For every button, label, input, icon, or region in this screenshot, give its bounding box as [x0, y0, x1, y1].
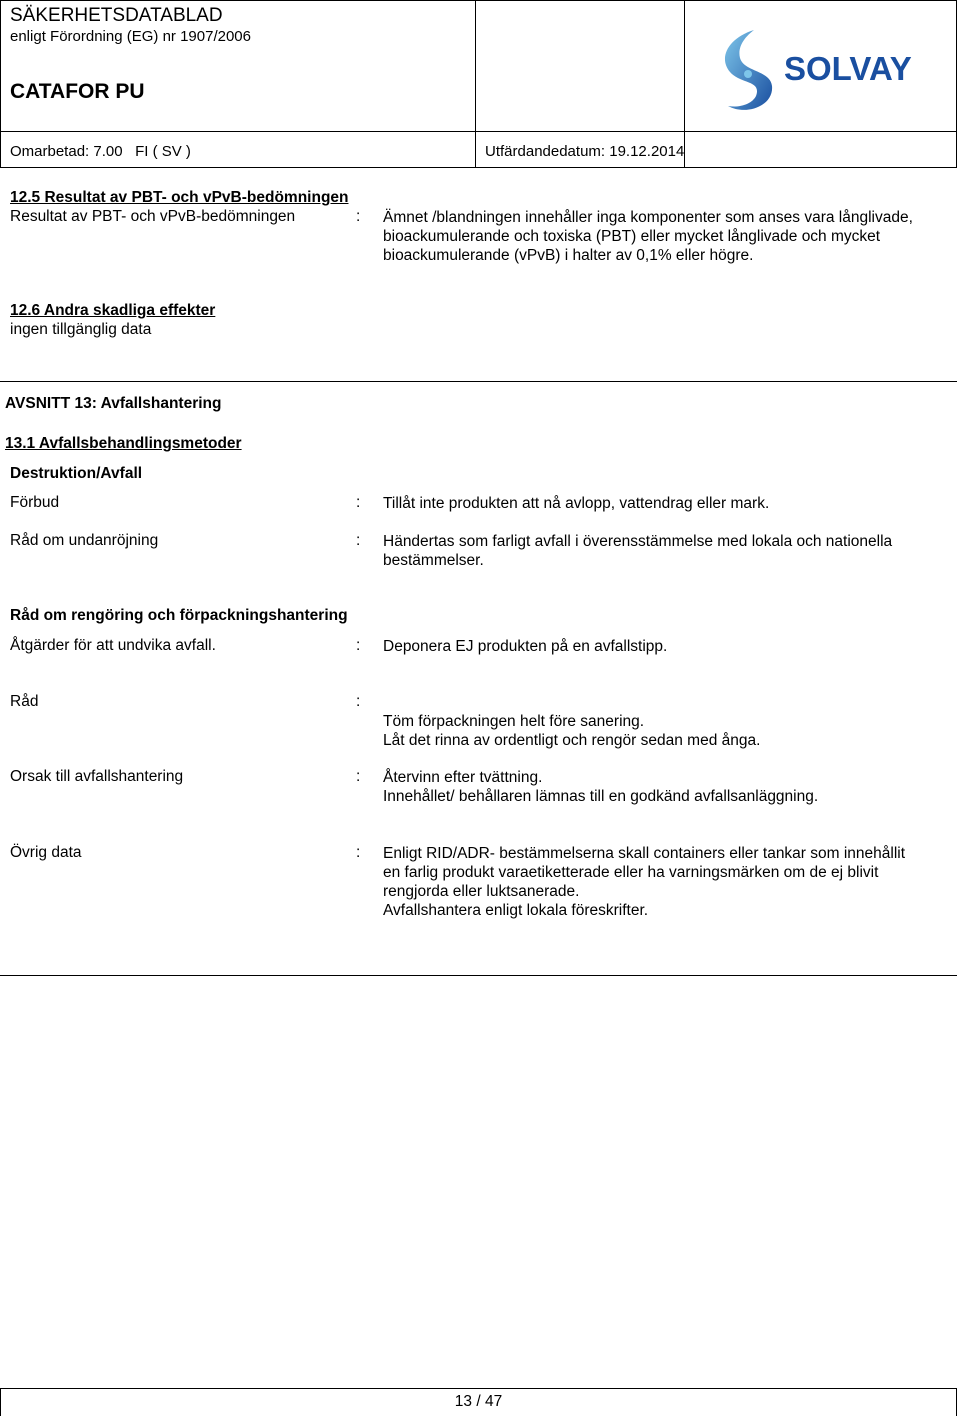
issue-date: Utfärdandedatum: 19.12.2014 [485, 143, 685, 160]
text-line: Låt det rinna av ordentligt och rengör sedan med ånga. [383, 732, 761, 749]
colon: : [356, 494, 361, 511]
rad-label: Råd [10, 693, 39, 710]
solvay-logo [710, 24, 930, 114]
colon: : [356, 693, 361, 710]
forbud-value: Tillåt inte produkten att nå avlopp, vattendrag eller mark. [383, 495, 770, 512]
text-line: Återvinn efter tvättning. [383, 769, 543, 786]
regulation: enligt Förordning (EG) nr 1907/2006 [10, 28, 251, 45]
destruktion-heading: Destruktion/Avfall [10, 465, 143, 482]
text-line: Töm förpackningen helt före sanering. [383, 713, 645, 730]
rad-undanrojning-label: Råd om undanröjning [10, 532, 159, 549]
text-line: Enligt RID/ADR- bestämmelserna skall containers eller tankar som innehållit [383, 845, 906, 862]
ovrig-value [383, 844, 943, 920]
doc-title: SÄKERHETSDATABLAD [10, 5, 223, 26]
pbt-label: Resultat av PBT- och vPvB-bedömningen [10, 208, 296, 225]
other-effects-value: ingen tillgänglig data [10, 321, 152, 338]
section-13-title: AVSNITT 13: Avfallshantering [5, 395, 222, 412]
text-line: Avfallshantera enligt lokala föreskrifter. [383, 902, 649, 919]
cleaning-heading: Råd om rengöring och förpackningshantering [10, 607, 348, 624]
rad-value [383, 712, 943, 750]
rad-undanrojning-value [383, 532, 943, 570]
text-line: Innehållet/ behållaren lämnas till en godkänd avfallsanläggning. [383, 788, 819, 805]
pbt-value [383, 208, 943, 265]
text-line: bioackumulerande och toxiska (PBT) eller mycket långlivade och mycket [383, 228, 881, 245]
section-12-5-title: 12.5 Resultat av PBT- och vPvB-bedömningen [10, 189, 349, 206]
colon: : [356, 768, 361, 785]
atgarder-value: Deponera EJ produkten på en avfallstipp. [383, 638, 668, 655]
ovrig-label: Övrig data [10, 844, 82, 861]
header-divider [475, 0, 476, 168]
text-line: rengjorda eller luktsanerade. [383, 883, 580, 900]
colon: : [356, 532, 361, 549]
text-line: Händertas som farligt avfall i överensstämmelse med lokala och nationella [383, 533, 893, 550]
colon: : [356, 844, 361, 861]
section-divider [0, 975, 957, 976]
atgarder-label: Åtgärder för att undvika avfall. [10, 637, 216, 654]
header-divider [0, 131, 957, 132]
section-divider [0, 381, 957, 382]
product-name: CATAFOR PU [10, 80, 145, 103]
orsak-label: Orsak till avfallshantering [10, 768, 184, 785]
text-line: bioackumulerande (vPvB) i halter av 0,1% eller högre. [383, 247, 754, 264]
forbud-label: Förbud [10, 494, 60, 511]
section-12-6-title: 12.6 Andra skadliga effekter [10, 302, 216, 319]
text-line: Ämnet /blandningen innehåller inga komponenter som anses vara långlivade, [383, 209, 913, 226]
page-number: 13 / 47 [454, 1393, 503, 1410]
colon: : [356, 208, 361, 225]
text-line: en farlig produkt varaetiketterade eller ha varningsmärken om de ej blivit [383, 864, 879, 881]
solvay-logo-icon [710, 24, 930, 114]
logo-wordmark: SOLVAY [784, 50, 912, 87]
text-line: bestämmelser. [383, 552, 484, 569]
orsak-value [383, 768, 943, 806]
colon: : [356, 637, 361, 654]
section-13-1-title: 13.1 Avfallsbehandlingsmetoder [5, 435, 242, 452]
revision: Omarbetad: 7.00 FI ( SV ) [10, 143, 191, 160]
